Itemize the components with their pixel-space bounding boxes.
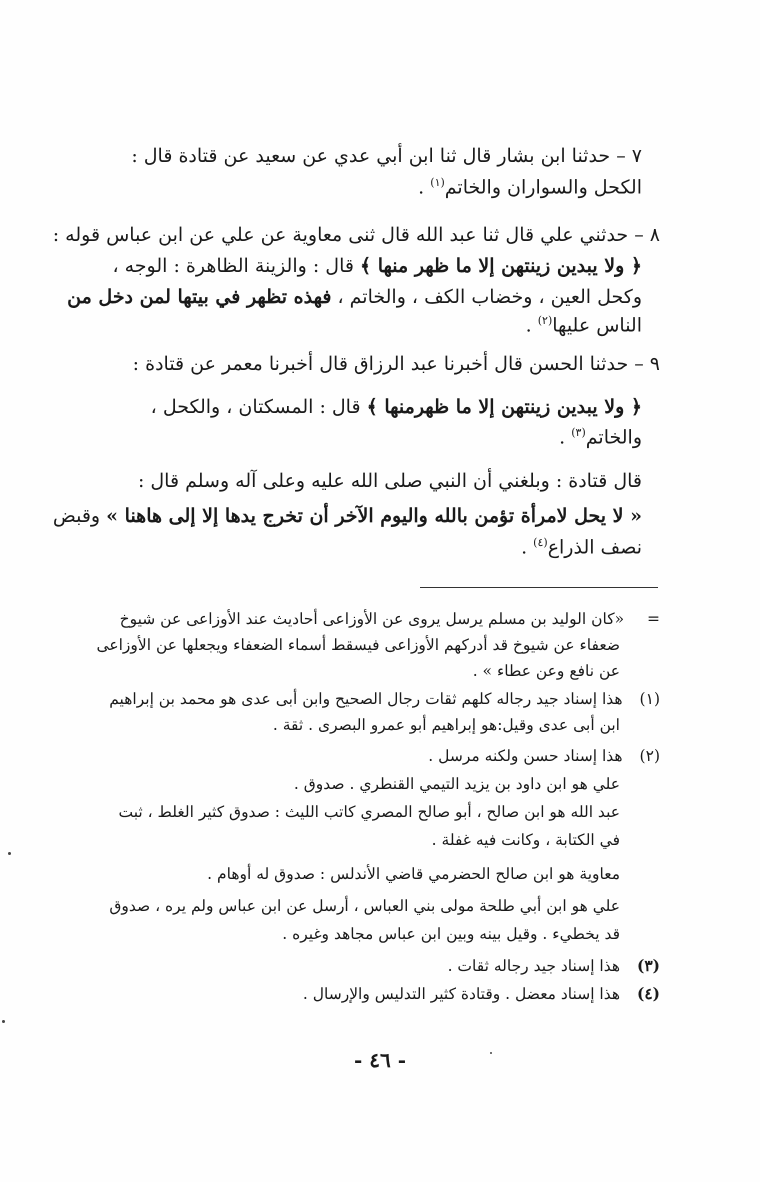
period: . — [525, 314, 532, 337]
quran-verse: ﴿ ولا يبدين زينتهن إلا ما ظهرمنها ﴾ — [366, 396, 642, 418]
p7-text-2: الكحل والسواران والخاتم — [444, 176, 642, 199]
footnote-2-line6 — [109, 897, 620, 915]
footnote-2-line1 — [428, 747, 660, 765]
period: . — [418, 176, 425, 199]
footnote-cont-line1 — [120, 610, 660, 628]
qatada-line2 — [53, 505, 642, 527]
footnote-text: هذا إسناد جيد رجاله كلهم ثقات رجال الصحيح وابن أبى عدى هو محمد بن إبراهيم — [109, 690, 623, 708]
p8-text: – حدثني علي قال ثنا عبد الله قال ثنى معاوية عن علي عن ابن عباس قوله : — [52, 224, 644, 246]
footnote-ref-3[interactable]: (٣) — [571, 426, 586, 439]
scan-speck — [490, 1052, 492, 1054]
footnote-4-line1 — [303, 984, 660, 1003]
footnote-text: هذا إسناد جيد رجاله ثقات . — [447, 957, 621, 975]
p9-text-2: قال : المسكتان ، والكحل ، — [150, 396, 361, 418]
footnote-text: في الكتابة ، وكانت فيه غفلة . — [431, 831, 620, 849]
hadith-text: « لا يحل لامرأة تؤمن بالله واليوم الآخر أن تخرج يدها إلا إلى هاهنا » — [106, 505, 642, 527]
p9-number: ٩ — [649, 353, 660, 375]
period: . — [521, 536, 528, 559]
quran-verse: ﴿ ولا يبدين زينتهن إلا ما ظهر منها ﴾ — [360, 255, 642, 277]
footnote-marker: = — [647, 610, 660, 628]
footnote-text: علي هو ابن داود بن يزيد التيمي القنطري . صدوق . — [293, 775, 620, 793]
footnote-text: عن نافع وعن عطاء » . — [472, 662, 620, 680]
p9-line2 — [151, 396, 642, 418]
p9-line1 — [133, 353, 660, 375]
qatada-line1 — [138, 470, 642, 492]
p8-number: ٨ — [649, 224, 660, 246]
footnote-text: معاوية هو ابن صالح الحضرمي قاضي الأندلس : صدوق له أوهام . — [207, 865, 620, 883]
footnote-text: قد يخطيء . وقيل بينه وبين ابن عباس مجاهد وغيره . — [282, 925, 620, 943]
p8-line4 — [526, 314, 642, 336]
footnote-marker-4: (٤) — [636, 984, 660, 1003]
p7-line2 — [418, 176, 642, 198]
footnote-ref-1[interactable]: (١) — [430, 176, 445, 189]
p8-text-2: قال : والزينة الظاهرة : الوجه ، — [112, 255, 354, 277]
footnote-1-line1 — [109, 690, 660, 708]
footnote-2-line5 — [207, 865, 620, 883]
scan-speck — [2, 1020, 5, 1023]
footnote-text: هذا إسناد معضل . وقتادة كثير التدليس والإرسال . — [302, 985, 621, 1003]
p8-text-3b: فهذه تظهر في بيتها لمن دخل من — [67, 286, 332, 308]
p9-line3 — [559, 426, 642, 448]
p8-line2 — [112, 255, 642, 277]
footnote-2-line4 — [432, 831, 620, 849]
footnote-2-line7 — [282, 925, 620, 943]
p8-line3 — [67, 286, 642, 308]
footnote-text: هذا إسناد حسن ولكنه مرسل . — [428, 747, 623, 765]
page-number: - ٤٦ - — [353, 1048, 406, 1072]
p9-text-3: والخاتم — [585, 426, 642, 449]
footnote-text: عبد الله هو ابن صالح ، أبو صالح المصري كاتب الليث : صدوق كثير الغلط ، ثبت — [118, 803, 620, 821]
p9-text: – حدثنا الحسن قال أخبرنا عبد الرزاق قال أخبرنا معمر عن قتادة : — [132, 353, 644, 375]
p7-line1 — [131, 145, 642, 167]
qatada-line3 — [521, 536, 642, 558]
footnote-ref-4[interactable]: (٤) — [533, 536, 548, 549]
footnote-marker-3: (٣) — [636, 956, 660, 975]
footnote-marker-1: (١) — [639, 690, 660, 708]
footnote-2-line3 — [118, 803, 620, 821]
scan-speck — [8, 852, 11, 855]
p7-number: ٧ — [631, 145, 642, 167]
footnote-3-line1 — [448, 956, 660, 975]
period: . — [559, 426, 566, 449]
footnote-text: ابن أبى عدى وقيل:هو إبراهيم أبو عمرو البصرى . ثقة . — [272, 716, 620, 734]
p8-text-3a: وكحل العين ، وخضاب الكف ، والخاتم ، — [337, 286, 642, 308]
footnote-cont-line2 — [96, 636, 620, 654]
p7-text: – حدثنا ابن بشار قال ثنا ابن أبي عدي عن سعيد عن قتادة قال : — [131, 145, 626, 167]
footnote-ref-2[interactable]: (٢) — [537, 314, 553, 327]
p8-text-4: الناس عليها — [552, 314, 642, 337]
footnote-text: «كان الوليد بن مسلم يرسل يروى عن الأوزاعى أحاديث عند الأوزاعى عن شيوخ — [119, 610, 625, 628]
footnote-1-line2 — [273, 716, 620, 734]
footnote-text: ضعفاء عن شيوخ قد أدركهم الأوزاعى فيسقط أسماء الضعفاء ويجعلها عن الأوزاعى — [96, 636, 620, 654]
footnote-separator — [420, 587, 658, 588]
footnote-text: علي هو ابن أبي طلحة مولى بني العباس ، أرسل عن ابن عباس ولم يره ، صدوق — [109, 897, 620, 915]
qatada-text: قال قتادة : وبلغني أن النبي صلى الله عليه وعلى آله وسلم قال : — [137, 470, 642, 492]
footnote-2-line2 — [294, 775, 620, 793]
footnote-cont-line3 — [473, 662, 620, 680]
p8-line1 — [53, 224, 660, 246]
qatada-text-3: نصف الذراع — [547, 536, 642, 559]
qatada-text-2: وقبض — [52, 505, 101, 527]
footnote-marker-2: (٢) — [639, 747, 660, 765]
